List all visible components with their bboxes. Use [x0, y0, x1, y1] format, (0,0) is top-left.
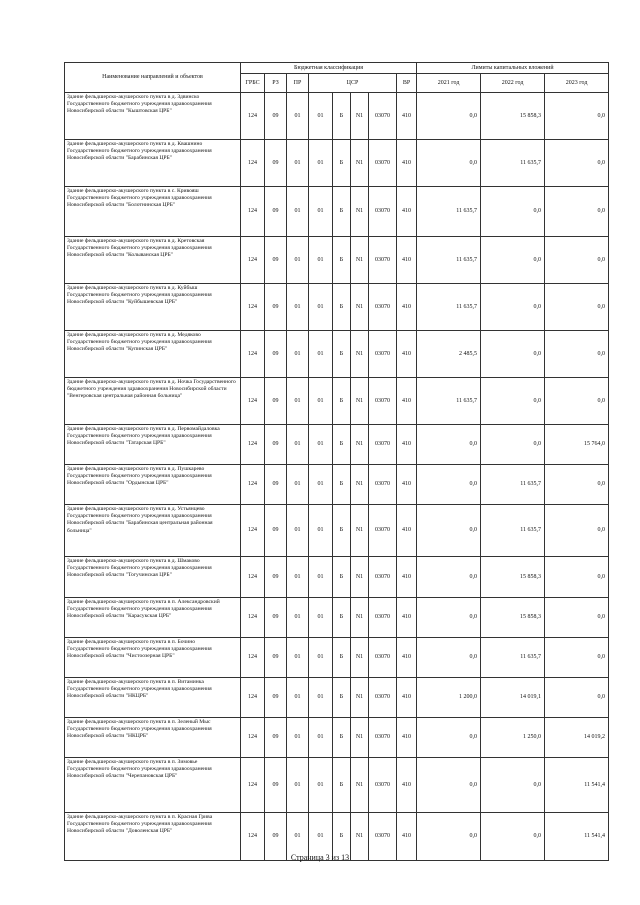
- csr-part1-cell: 01: [309, 638, 333, 678]
- rz-cell: 09: [265, 140, 287, 187]
- rz-cell: 09: [265, 331, 287, 378]
- row-name: Здание фельдшерско-акушерского пункта в д. Куйбыш Государственного бюджетного учреждения здравоохранения Новосибирской области "Куйбышевская ЦРБ": [65, 284, 241, 331]
- header-year-2023: 2023 год: [545, 74, 609, 93]
- vr-cell: 410: [397, 598, 417, 638]
- table-row: [65, 638, 609, 678]
- grbs-cell: 124: [241, 638, 265, 678]
- grbs-cell: 124: [241, 237, 265, 284]
- csr-part3-cell: N1: [351, 425, 369, 465]
- pr-cell: 01: [287, 140, 309, 187]
- csr-part4-cell: 03070: [369, 237, 397, 284]
- table-row: [65, 505, 609, 557]
- csr-part4-cell: 03070: [369, 813, 397, 861]
- csr-part2-cell: Б: [333, 598, 351, 638]
- csr-part1-cell: 01: [309, 331, 333, 378]
- table-row: [65, 93, 609, 140]
- limit-2022-cell: 0,0: [481, 187, 545, 237]
- limit-2022-cell: 0,0: [481, 378, 545, 425]
- csr-part4-cell: 03070: [369, 718, 397, 758]
- limit-2023-cell: 0,0: [545, 187, 609, 237]
- limit-2021-cell: 0,0: [417, 425, 481, 465]
- csr-part4-cell: 03070: [369, 284, 397, 331]
- csr-part2-cell: Б: [333, 813, 351, 861]
- csr-part4-cell: 03070: [369, 140, 397, 187]
- pr-cell: 01: [287, 187, 309, 237]
- row-name: Здание фельдшерско-акушерского пункта в д. Квашнино Государственного бюджетного учреждения здравоохранения Новосибирской области "Барабинская ЦРБ": [65, 140, 241, 187]
- grbs-cell: 124: [241, 284, 265, 331]
- csr-part4-cell: 03070: [369, 331, 397, 378]
- limits-table: [64, 62, 609, 861]
- limit-2022-cell: 1 250,0: [481, 718, 545, 758]
- csr-part2-cell: Б: [333, 140, 351, 187]
- rz-cell: 09: [265, 718, 287, 758]
- vr-cell: 410: [397, 813, 417, 861]
- row-name: Здание фельдшерско-акушерского пункта в д. Кретовская Государственного бюджетного учреждения здравоохранения Новосибирской области "Колыванская ЦРБ": [65, 237, 241, 284]
- limit-2021-cell: 0,0: [417, 93, 481, 140]
- grbs-cell: 124: [241, 465, 265, 505]
- csr-part2-cell: Б: [333, 187, 351, 237]
- limit-2022-cell: 0,0: [481, 331, 545, 378]
- pr-cell: 01: [287, 638, 309, 678]
- csr-part3-cell: N1: [351, 284, 369, 331]
- table-row: [65, 598, 609, 638]
- table-row: [65, 140, 609, 187]
- csr-part2-cell: Б: [333, 678, 351, 718]
- csr-part2-cell: Б: [333, 505, 351, 557]
- vr-cell: 410: [397, 557, 417, 598]
- pr-cell: 01: [287, 465, 309, 505]
- limit-2023-cell: 0,0: [545, 557, 609, 598]
- limit-2021-cell: 11 635,7: [417, 378, 481, 425]
- limit-2021-cell: 0,0: [417, 813, 481, 861]
- csr-part2-cell: Б: [333, 93, 351, 140]
- csr-part2-cell: Б: [333, 638, 351, 678]
- csr-part2-cell: Б: [333, 425, 351, 465]
- pr-cell: 01: [287, 505, 309, 557]
- pr-cell: 01: [287, 598, 309, 638]
- csr-part1-cell: 01: [309, 758, 333, 813]
- vr-cell: 410: [397, 425, 417, 465]
- limit-2021-cell: 0,0: [417, 598, 481, 638]
- rz-cell: 09: [265, 557, 287, 598]
- limit-2021-cell: 0,0: [417, 505, 481, 557]
- table-row: [65, 465, 609, 505]
- limit-2023-cell: 0,0: [545, 237, 609, 284]
- limit-2022-cell: 0,0: [481, 813, 545, 861]
- limit-2023-cell: 0,0: [545, 331, 609, 378]
- row-name: Здание фельдшерско-акушерского пункта в п. Витаминка Государственного бюджетного учреждения здравоохранения Новосибирской области "НКЦРБ": [65, 678, 241, 718]
- csr-part2-cell: Б: [333, 284, 351, 331]
- csr-part3-cell: N1: [351, 93, 369, 140]
- header-name: Наименование направлений и объектов: [65, 63, 241, 93]
- csr-part1-cell: 01: [309, 237, 333, 284]
- csr-part4-cell: 03070: [369, 425, 397, 465]
- row-name: Здание фельдшерско-акушерского пункта в д. Шмаково Государственного бюджетного учреждения здравоохранения Новосибирской области "Тогучинская ЦРБ": [65, 557, 241, 598]
- csr-part1-cell: 01: [309, 284, 333, 331]
- pr-cell: 01: [287, 718, 309, 758]
- limit-2022-cell: 14 019,1: [481, 678, 545, 718]
- grbs-cell: 124: [241, 718, 265, 758]
- limit-2022-cell: 0,0: [481, 284, 545, 331]
- csr-part4-cell: 03070: [369, 465, 397, 505]
- limit-2022-cell: 0,0: [481, 425, 545, 465]
- csr-part2-cell: Б: [333, 758, 351, 813]
- limit-2022-cell: 0,0: [481, 237, 545, 284]
- pr-cell: 01: [287, 758, 309, 813]
- vr-cell: 410: [397, 331, 417, 378]
- limit-2022-cell: 11 635,7: [481, 140, 545, 187]
- csr-part3-cell: N1: [351, 505, 369, 557]
- csr-part1-cell: 01: [309, 813, 333, 861]
- header-row-top: [65, 63, 609, 74]
- vr-cell: 410: [397, 93, 417, 140]
- row-name: Здание фельдшерско-акушерского пункта в п. Бочино Государственного бюджетного учреждения здравоохранения Новосибирской области "Чистоозерная ЦРБ": [65, 638, 241, 678]
- csr-part1-cell: 01: [309, 93, 333, 140]
- row-name: Здание фельдшерско-акушерского пункта в с. Кривояш Государственного бюджетного учреждения здравоохранения Новосибирской области "Болотнинская ЦРБ": [65, 187, 241, 237]
- csr-part2-cell: Б: [333, 378, 351, 425]
- vr-cell: 410: [397, 237, 417, 284]
- limit-2021-cell: 0,0: [417, 758, 481, 813]
- csr-part1-cell: 01: [309, 718, 333, 758]
- table-row: [65, 557, 609, 598]
- limit-2022-cell: 15 858,3: [481, 557, 545, 598]
- vr-cell: 410: [397, 638, 417, 678]
- pr-cell: 01: [287, 678, 309, 718]
- limit-2023-cell: 0,0: [545, 140, 609, 187]
- header-rz: РЗ: [265, 74, 287, 93]
- pr-cell: 01: [287, 813, 309, 861]
- limit-2023-cell: 0,0: [545, 638, 609, 678]
- limit-2021-cell: 0,0: [417, 718, 481, 758]
- table-row: [65, 425, 609, 465]
- csr-part4-cell: 03070: [369, 187, 397, 237]
- csr-part3-cell: N1: [351, 331, 369, 378]
- limit-2023-cell: 0,0: [545, 598, 609, 638]
- csr-part3-cell: N1: [351, 678, 369, 718]
- limit-2023-cell: 0,0: [545, 678, 609, 718]
- header-vr: ВР: [397, 74, 417, 93]
- limit-2023-cell: 0,0: [545, 505, 609, 557]
- rz-cell: 09: [265, 465, 287, 505]
- rz-cell: 09: [265, 425, 287, 465]
- csr-part3-cell: N1: [351, 557, 369, 598]
- vr-cell: 410: [397, 284, 417, 331]
- grbs-cell: 124: [241, 813, 265, 861]
- table-row: [65, 678, 609, 718]
- grbs-cell: 124: [241, 378, 265, 425]
- csr-part3-cell: N1: [351, 638, 369, 678]
- table-row: [65, 331, 609, 378]
- csr-part3-cell: N1: [351, 718, 369, 758]
- limit-2023-cell: 0,0: [545, 378, 609, 425]
- rz-cell: 09: [265, 187, 287, 237]
- grbs-cell: 124: [241, 557, 265, 598]
- header-year-2021: 2021 год: [417, 74, 481, 93]
- csr-part3-cell: N1: [351, 140, 369, 187]
- csr-part3-cell: N1: [351, 598, 369, 638]
- header-capital-limits: Лимиты капитальных вложений: [417, 63, 609, 74]
- csr-part4-cell: 03070: [369, 678, 397, 718]
- pr-cell: 01: [287, 557, 309, 598]
- row-name: Здание фельдшерско-акушерского пункта в д. Устьянцево Государственного бюджетного учреждения здравоохранения Новосибирской области "Барабинская центральная районная больница": [65, 505, 241, 557]
- row-name: Здание фельдшерско-акушерского пункта в д. Здвинско Государственного бюджетного учреждения здравоохранения Новосибирской области "Кыштовская ЦРБ": [65, 93, 241, 140]
- csr-part1-cell: 01: [309, 505, 333, 557]
- csr-part4-cell: 03070: [369, 638, 397, 678]
- grbs-cell: 124: [241, 425, 265, 465]
- vr-cell: 410: [397, 505, 417, 557]
- row-name: Здание фельдшерско-акушерского пункта в д. Ночка Государственного бюджетного учреждения здравоохранения Новосибирской области "Венгеровская центральная районная больница": [65, 378, 241, 425]
- csr-part3-cell: N1: [351, 758, 369, 813]
- limit-2021-cell: 0,0: [417, 140, 481, 187]
- grbs-cell: 124: [241, 598, 265, 638]
- vr-cell: 410: [397, 678, 417, 718]
- vr-cell: 410: [397, 465, 417, 505]
- pr-cell: 01: [287, 284, 309, 331]
- csr-part1-cell: 01: [309, 557, 333, 598]
- limit-2021-cell: 0,0: [417, 638, 481, 678]
- row-name: Здание фельдшерско-акушерского пункта в п. Зеленый Мыс Государственного бюджетного учреждения здравоохранения Новосибирской области "НКЦРБ": [65, 718, 241, 758]
- table-row: [65, 284, 609, 331]
- vr-cell: 410: [397, 758, 417, 813]
- rz-cell: 09: [265, 758, 287, 813]
- limit-2021-cell: 1 200,0: [417, 678, 481, 718]
- header-grbs: ГРБС: [241, 74, 265, 93]
- header-budget-classification: Бюджетная классификация: [241, 63, 417, 74]
- rz-cell: 09: [265, 505, 287, 557]
- limit-2021-cell: 2 485,5: [417, 331, 481, 378]
- vr-cell: 410: [397, 718, 417, 758]
- limit-2023-cell: 14 019,2: [545, 718, 609, 758]
- csr-part3-cell: N1: [351, 237, 369, 284]
- limit-2021-cell: 0,0: [417, 557, 481, 598]
- limit-2022-cell: 15 858,3: [481, 93, 545, 140]
- csr-part2-cell: Б: [333, 331, 351, 378]
- csr-part4-cell: 03070: [369, 758, 397, 813]
- csr-part2-cell: Б: [333, 237, 351, 284]
- limit-2021-cell: 0,0: [417, 465, 481, 505]
- vr-cell: 410: [397, 187, 417, 237]
- table-row: [65, 378, 609, 425]
- csr-part1-cell: 01: [309, 378, 333, 425]
- csr-part3-cell: N1: [351, 465, 369, 505]
- limit-2023-cell: 11 541,4: [545, 758, 609, 813]
- csr-part3-cell: N1: [351, 378, 369, 425]
- csr-part1-cell: 01: [309, 187, 333, 237]
- header-pr: ПР: [287, 74, 309, 93]
- page-number: Страница 3 из 13: [290, 853, 350, 862]
- vr-cell: 410: [397, 140, 417, 187]
- pr-cell: 01: [287, 237, 309, 284]
- rz-cell: 09: [265, 284, 287, 331]
- limit-2021-cell: 11 635,7: [417, 237, 481, 284]
- csr-part4-cell: 03070: [369, 598, 397, 638]
- row-name: Здание фельдшерско-акушерского пункта в д. Медяково Государственного бюджетного учреждения здравоохранения Новосибирской области "Купинская ЦРБ": [65, 331, 241, 378]
- limit-2023-cell: 0,0: [545, 465, 609, 505]
- pr-cell: 01: [287, 425, 309, 465]
- pr-cell: 01: [287, 331, 309, 378]
- grbs-cell: 124: [241, 140, 265, 187]
- limit-2022-cell: 0,0: [481, 758, 545, 813]
- table-row: [65, 718, 609, 758]
- table-row: [65, 758, 609, 813]
- grbs-cell: 124: [241, 93, 265, 140]
- header-year-2022: 2022 год: [481, 74, 545, 93]
- limit-2023-cell: 0,0: [545, 93, 609, 140]
- rz-cell: 09: [265, 598, 287, 638]
- rz-cell: 09: [265, 93, 287, 140]
- grbs-cell: 124: [241, 758, 265, 813]
- row-name: Здание фельдшерско-акушерского пункта в д. Пушкарево Государственного бюджетного учреждения здравоохранения Новосибирской области "Ордынская ЦРБ": [65, 465, 241, 505]
- table-row: [65, 237, 609, 284]
- csr-part4-cell: 03070: [369, 93, 397, 140]
- rz-cell: 09: [265, 378, 287, 425]
- grbs-cell: 124: [241, 678, 265, 718]
- grbs-cell: 124: [241, 331, 265, 378]
- csr-part3-cell: N1: [351, 187, 369, 237]
- rz-cell: 09: [265, 638, 287, 678]
- row-name: Здание фельдшерско-акушерского пункта в п. Красная Грива Государственного бюджетного учреждения здравоохранения Новосибирской области "Доволенская ЦРБ": [65, 813, 241, 861]
- grbs-cell: 124: [241, 187, 265, 237]
- csr-part1-cell: 01: [309, 140, 333, 187]
- row-name: Здание фельдшерско-акушерского пункта в д. Первомайдаловка Государственного бюджетного учреждения здравоохранения Новосибирской области "Татарская ЦРБ": [65, 425, 241, 465]
- csr-part3-cell: N1: [351, 813, 369, 861]
- csr-part1-cell: 01: [309, 425, 333, 465]
- csr-part4-cell: 03070: [369, 557, 397, 598]
- vr-cell: 410: [397, 378, 417, 425]
- rz-cell: 09: [265, 237, 287, 284]
- limit-2021-cell: 11 635,7: [417, 187, 481, 237]
- header-csr: ЦСР: [309, 74, 397, 93]
- csr-part4-cell: 03070: [369, 505, 397, 557]
- csr-part4-cell: 03070: [369, 378, 397, 425]
- limit-2022-cell: 11 635,7: [481, 465, 545, 505]
- csr-part1-cell: 01: [309, 598, 333, 638]
- table-row: [65, 187, 609, 237]
- row-name: Здание фельдшерско-акушерского пункта в п. Александровский Государственного бюджетного учреждения здравоохранения Новосибирской области "Карасукская ЦРБ": [65, 598, 241, 638]
- limit-2022-cell: 11 635,7: [481, 638, 545, 678]
- row-name: Здание фельдшерско-акушерского пункта в п. Зимовье Государственного бюджетного учреждения здравоохранения Новосибирской области "Черепановская ЦРБ": [65, 758, 241, 813]
- pr-cell: 01: [287, 378, 309, 425]
- rz-cell: 09: [265, 678, 287, 718]
- pr-cell: 01: [287, 93, 309, 140]
- limit-2022-cell: 15 858,3: [481, 598, 545, 638]
- csr-part2-cell: Б: [333, 718, 351, 758]
- csr-part2-cell: Б: [333, 465, 351, 505]
- limit-2022-cell: 11 635,7: [481, 505, 545, 557]
- rz-cell: 09: [265, 813, 287, 861]
- limit-2023-cell: 11 541,4: [545, 813, 609, 861]
- limit-2023-cell: 0,0: [545, 284, 609, 331]
- limit-2023-cell: 15 764,0: [545, 425, 609, 465]
- grbs-cell: 124: [241, 505, 265, 557]
- limit-2021-cell: 11 635,7: [417, 284, 481, 331]
- csr-part2-cell: Б: [333, 557, 351, 598]
- csr-part1-cell: 01: [309, 678, 333, 718]
- csr-part1-cell: 01: [309, 465, 333, 505]
